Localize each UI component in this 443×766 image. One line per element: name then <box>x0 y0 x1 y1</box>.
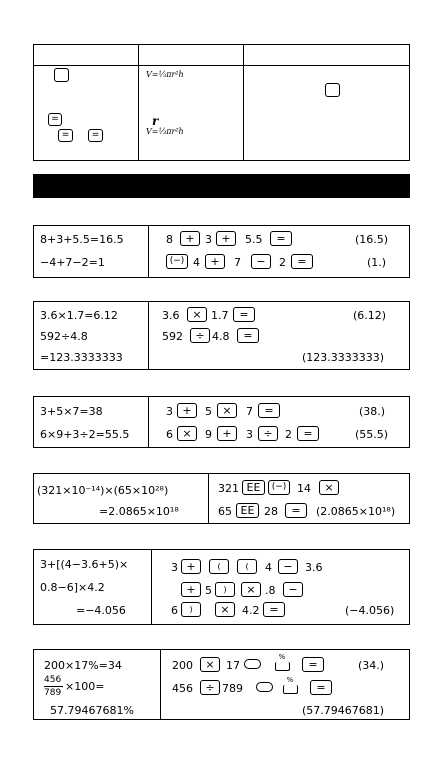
digit-entry: .8 <box>265 584 276 597</box>
equals-key: = <box>291 254 313 269</box>
equals-key: = <box>285 503 307 518</box>
example-expression: (321×10⁻¹⁴)×(65×10²⁸) <box>37 484 169 497</box>
example-expression: 592÷4.8 <box>40 330 88 343</box>
equals-key: = <box>88 129 103 142</box>
example-expression: 8+3+5.5=16.5 <box>40 233 124 246</box>
minus-key: − <box>278 559 298 574</box>
negative-key: (−) <box>268 480 290 495</box>
digit-entry: 4 <box>193 256 200 269</box>
digit-entry: 2 <box>279 256 286 269</box>
times-key: × <box>177 426 197 441</box>
digit-entry: 5 <box>205 405 212 418</box>
digit-entry: 3.6 <box>305 561 323 574</box>
fraction-bar <box>44 686 63 687</box>
blank-key <box>54 68 69 82</box>
result-display: (34.) <box>358 659 385 672</box>
digit-entry: 321 <box>218 482 239 495</box>
table-col-divider <box>138 44 139 161</box>
minus-key: − <box>283 582 303 597</box>
digit-entry: 3 <box>166 405 173 418</box>
percent-key <box>283 685 298 694</box>
digit-entry: 7 <box>246 405 253 418</box>
open-paren-key: ( <box>209 559 229 574</box>
divide-key: ÷ <box>258 426 278 441</box>
fraction-denominator: 789 <box>44 688 62 698</box>
example-divider <box>148 301 149 370</box>
digit-entry: 4 <box>265 561 272 574</box>
plus-key: + <box>217 426 237 441</box>
example-divider <box>148 225 149 278</box>
result-display: (1.) <box>367 256 387 269</box>
example-expression: 57.79467681% <box>50 704 134 717</box>
digit-entry: 9 <box>205 428 212 441</box>
equals-key: = <box>310 680 332 695</box>
example-expression: ×100= <box>65 680 105 693</box>
digit-entry: 200 <box>172 659 193 672</box>
digit-entry: 28 <box>264 505 278 518</box>
result-display: (6.12) <box>353 309 387 322</box>
example-divider <box>151 549 152 625</box>
result-display: (38.) <box>359 405 386 418</box>
table-header-divider <box>33 65 410 66</box>
plus-key: + <box>180 231 200 246</box>
table-col-divider <box>243 44 244 161</box>
digit-entry: 456 <box>172 682 193 695</box>
equals-key: = <box>237 328 259 343</box>
plus-key: + <box>177 403 197 418</box>
fraction-numerator: 456 <box>44 675 62 685</box>
equals-key: = <box>258 403 280 418</box>
section-header-bar <box>33 174 410 198</box>
percent-label: % <box>286 676 294 684</box>
digit-entry: 3 <box>205 233 212 246</box>
digit-entry: 17 <box>226 659 240 672</box>
example-expression: =2.0865×10¹⁸ <box>99 505 179 518</box>
close-paren-key: ) <box>215 582 235 597</box>
percent-label: % <box>278 653 286 661</box>
percent-key <box>275 662 290 671</box>
example-expression: 6×9+3÷2=55.5 <box>40 428 130 441</box>
minus-key: − <box>251 254 271 269</box>
equals-key: = <box>233 307 255 322</box>
digit-entry: 8 <box>166 233 173 246</box>
example-divider <box>208 473 209 524</box>
digit-entry: 65 <box>218 505 232 518</box>
example-expression: 200×17%=34 <box>44 659 122 672</box>
equals-key: = <box>263 602 285 617</box>
radius-label: r <box>152 114 159 128</box>
digit-entry: 592 <box>162 330 183 343</box>
digit-entry: 6 <box>166 428 173 441</box>
example-expression: 3+5×7=38 <box>40 405 103 418</box>
plus-key: + <box>181 582 201 597</box>
example-expression: −4+7−2=1 <box>40 256 105 269</box>
result-display: (−4.056) <box>345 604 395 617</box>
plus-key: + <box>181 559 201 574</box>
example-expression: 3+[(4−3.6+5)× <box>40 558 129 571</box>
open-paren-key: ( <box>237 559 257 574</box>
times-key: × <box>217 403 237 418</box>
example-divider <box>160 649 161 720</box>
example-expression: =123.3333333 <box>40 351 123 364</box>
plus-key: + <box>216 231 236 246</box>
times-key: × <box>187 307 207 322</box>
cone-volume-formula: V=⅓πr²h <box>146 70 184 79</box>
divide-key: ÷ <box>190 328 210 343</box>
example-divider <box>148 396 149 448</box>
equals-key: = <box>58 129 73 142</box>
divide-key: ÷ <box>200 680 220 695</box>
times-key: × <box>241 582 261 597</box>
equals-key: = <box>270 231 292 246</box>
digit-entry: 4.2 <box>242 604 260 617</box>
result-display: (57.79467681) <box>302 704 385 717</box>
equals-key: = <box>302 657 324 672</box>
ee-key: EE <box>236 503 259 518</box>
example-expression: 0.8−6]×4.2 <box>40 581 105 594</box>
plus-key: + <box>205 254 225 269</box>
digit-entry: 789 <box>222 682 243 695</box>
shift-key <box>256 682 273 692</box>
times-key: × <box>200 657 220 672</box>
digit-entry: 4.8 <box>212 330 230 343</box>
digit-entry: 3 <box>246 428 253 441</box>
result-display: (16.5) <box>355 233 389 246</box>
example-expression: =−4.056 <box>76 604 126 617</box>
result-display: (2.0865×10¹⁸) <box>316 505 396 518</box>
digit-entry: 6 <box>171 604 178 617</box>
reference-table <box>33 44 410 161</box>
ee-key: EE <box>242 480 265 495</box>
digit-entry: 3.6 <box>162 309 180 322</box>
close-paren-key: ) <box>181 602 201 617</box>
digit-entry: 3 <box>171 561 178 574</box>
result-display: (123.3333333) <box>302 351 385 364</box>
times-key: × <box>215 602 235 617</box>
equals-key: = <box>48 113 62 126</box>
digit-entry: 5.5 <box>245 233 263 246</box>
digit-entry: 2 <box>285 428 292 441</box>
digit-entry: 7 <box>234 256 241 269</box>
digit-entry: 14 <box>297 482 311 495</box>
result-display: (55.5) <box>355 428 389 441</box>
times-key: × <box>319 480 339 495</box>
digit-entry: 5 <box>205 584 212 597</box>
shift-key <box>244 659 261 669</box>
cone-volume-formula: V=⅓πr²h <box>146 127 184 136</box>
digit-entry: 1.7 <box>211 309 229 322</box>
blank-key <box>325 83 340 97</box>
equals-key: = <box>297 426 319 441</box>
negative-key: (−) <box>166 254 188 269</box>
example-expression: 3.6×1.7=6.12 <box>40 309 118 322</box>
